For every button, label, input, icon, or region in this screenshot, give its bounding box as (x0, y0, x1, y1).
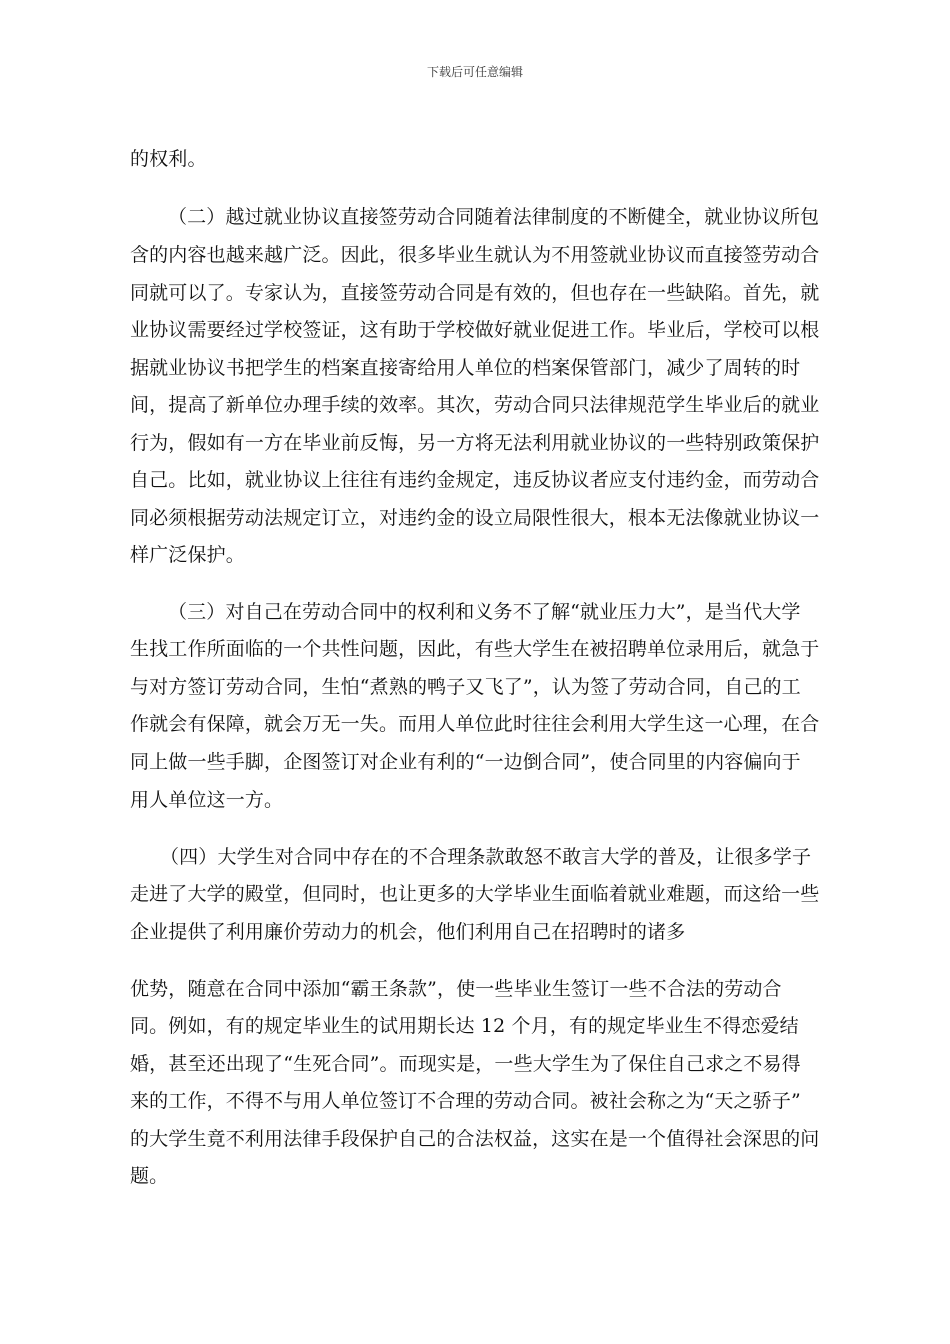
page-header: 下载后可任意编辑 (426, 65, 523, 79)
text-line: 的大学生竟不利用法律手段保护自己的合法权益，这实在是一个值得社会深思的问 (130, 1128, 820, 1150)
text-line: 同就可以了。专家认为，直接签劳动合同是有效的，但也存在一些缺陷。首先，就 (130, 282, 820, 304)
text-line: 婚，甚至还出现了“生死合同”。而现实是，一些大学生为了保住自己求之不易得 (130, 1053, 801, 1075)
text-line: 作就会有保障，就会万无一失。而用人单位此时往往会利用大学生这一心理，在合 (130, 713, 820, 735)
text-line: 走进了大学的殿堂，但同时，也让更多的大学毕业生面临着就业难题，而这给一些 (130, 883, 820, 905)
text-line: 生找工作所面临的一个共性问题，因此，有些大学生在被招聘单位录用后，就急于 (130, 638, 820, 660)
text-line: 用人单位这一方。 (130, 789, 284, 811)
text-line: 含的内容也越来越广泛。因此，很多毕业生就认为不用签就业协议而直接签劳动合 (130, 244, 820, 266)
text-line: 的权利。 (130, 148, 207, 170)
text-line: 与对方签订劳动合同，生怕“煮熟的鸭子又飞了”，认为签了劳动合同，自己的工 (130, 676, 801, 698)
text-line: 自己。比如，就业协议上往往有违约金规定，违反协议者应支付违约金，而劳动合 (130, 469, 820, 491)
paragraph-first-line: （三）对自己在劳动合同中的权利和义务不了解“就业压力大”，是当代大学 (168, 601, 801, 623)
text-line: 间，提高了新单位办理手续的效率。其次，劳动合同只法律规范学生毕业后的就业 (130, 394, 820, 416)
text-line: 优势，随意在合同中添加“霸王条款”，使一些毕业生签订一些不合法的劳动合 (130, 978, 782, 1000)
text-line: 据就业协议书把学生的档案直接寄给用人单位的档案保管部门，减少了周转的时 (130, 357, 801, 379)
text-line: 同上做一些手脚，企图签订对企业有利的“一边倒合同”，使合同里的内容偏向于 (130, 751, 801, 773)
text-line: 行为，假如有一方在毕业前反悔，另一方将无法利用就业协议的一些特别政策保护 (130, 432, 820, 454)
text-line: 题。 (130, 1165, 169, 1187)
text-line: 同。例如，有的规定毕业生的试用期长达 12 个月，有的规定毕业生不得恋爱结 (130, 1015, 799, 1037)
text-line: 来的工作，不得不与用人单位签订不合理的劳动合同。被社会称之为“天之骄子” (130, 1090, 801, 1112)
paragraph-first-line: （四）大学生对合同中存在的不合理条款敢怒不敢言大学的普及，让很多学子 (160, 846, 812, 868)
text-line: 业协议需要经过学校签证，这有助于学校做好就业促进工作。毕业后，学校可以根 (130, 319, 820, 341)
text-line: 企业提供了利用廉价劳动力的机会，他们利用自己在招聘时的诸多 (130, 921, 686, 943)
paragraph-first-line: （二）越过就业协议直接签劳动合同随着法律制度的不断健全，就业协议所包 (168, 206, 820, 228)
text-line: 样广泛保护。 (130, 544, 245, 566)
text-line: 同必须根据劳动法规定订立，对违约金的设立局限性很大，根本无法像就业协议一 (130, 507, 820, 529)
